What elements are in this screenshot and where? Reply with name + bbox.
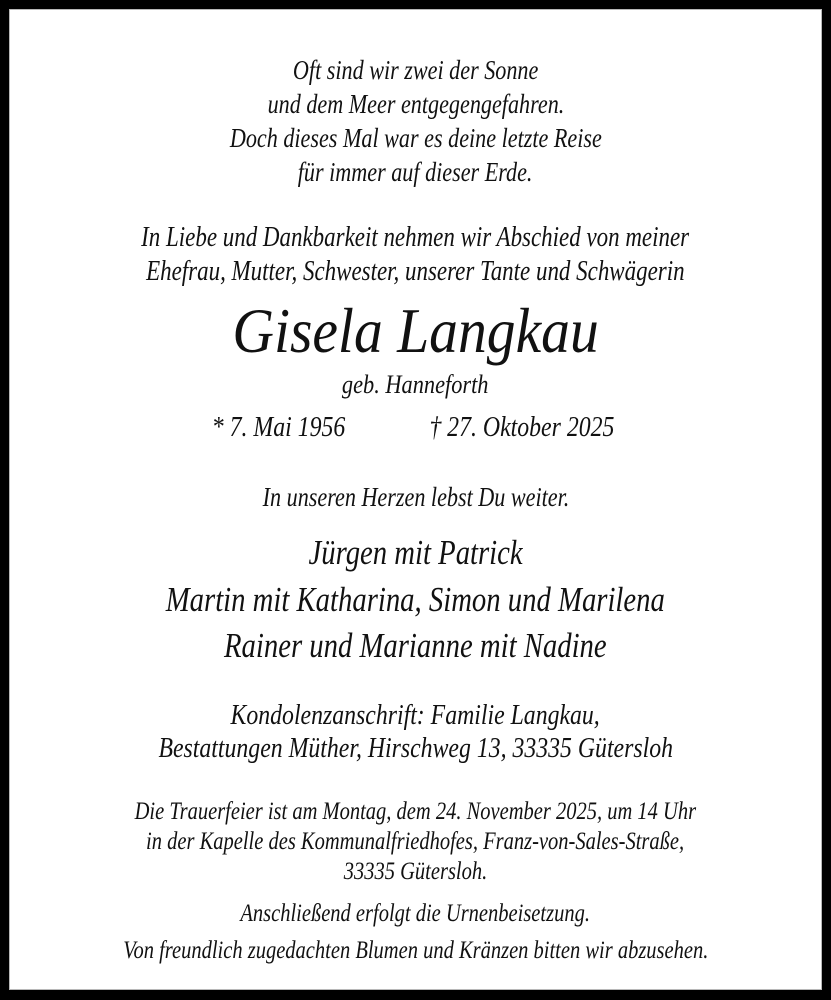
condolence-line-2: Bestattungen Müther, Hirschweg 13, 33335 Gütersloh [158,732,673,764]
obituary-notice [9,9,822,990]
birth-name: geb. Hanneforth [342,370,489,399]
poem-line-4: für immer auf dieser Erde. [298,157,533,187]
family-line-3: Rainer und Marianne mit Nadine [224,626,607,665]
family-line-1: Jürgen mit Patrick [308,533,523,572]
poem-line-3: Doch dieses Mal war es deine letzte Reise [229,123,602,153]
poem-line-2: und dem Meer entgegengefahren. [267,89,564,119]
intro-line-1: In Liebe und Dankbarkeit nehmen wir Abschied von meiner [141,222,690,253]
motto: In unseren Herzen lebst Du weiter. [262,482,569,512]
deceased-name: Gisela Langkau [232,295,599,366]
intro-line-2: Ehefrau, Mutter, Schwester, unserer Tante und Schwägerin [146,256,685,287]
flowers-note: Von freundlich zugedachten Blumen und Kränzen bitten wir abzusehen. [122,937,709,964]
death-date: † 27. Oktober 2025 [429,412,615,443]
family-line-2: Martin mit Katharina, Simon und Marilena [165,580,666,619]
service-line-1: Die Trauerfeier ist am Montag, dem 24. November 2025, um 14 Uhr [134,798,697,825]
condolence-line-1: Kondolenzanschrift: Familie Langkau, [230,699,601,731]
poem-line-1: Oft sind wir zwei der Sonne [292,55,539,85]
service-line-2: in der Kapelle des Kommunalfriedhofes, Franz-von-Sales-Straße, [146,828,685,855]
birth-date: * 7. Mai 1956 [211,412,346,443]
urn-burial-note: Anschließend erfolgt die Urnenbeisetzung. [240,900,591,927]
service-line-3: 33335 Gütersloh. [343,858,488,885]
life-dates [10,414,821,442]
